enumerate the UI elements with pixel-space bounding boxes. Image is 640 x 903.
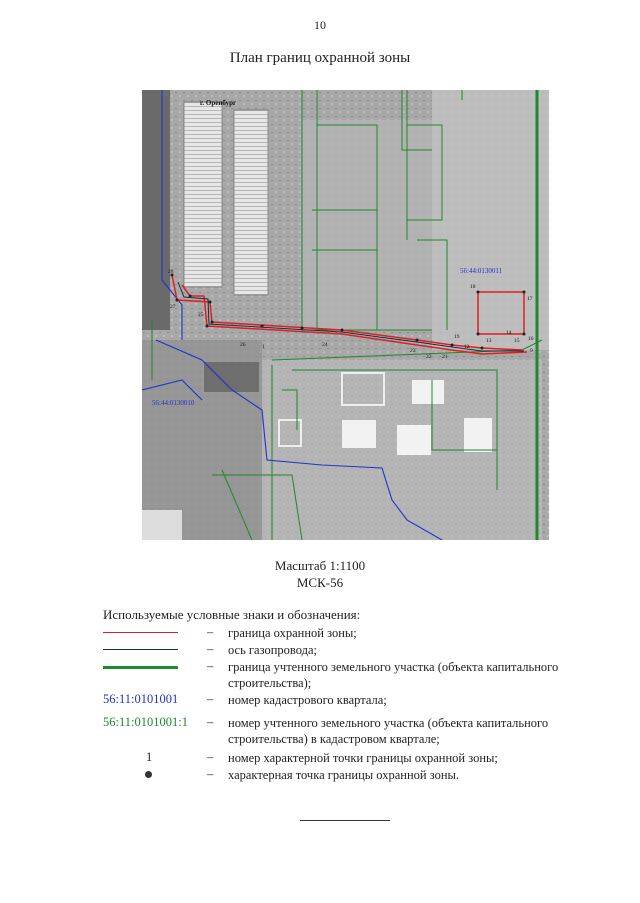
quarter-number-symbol: 56:11:0101001: [103, 692, 179, 706]
point-number: 16: [528, 336, 534, 342]
legend-dash: –: [207, 692, 214, 706]
legend-title: Используемые условные знаки и обозначения:: [103, 607, 361, 622]
city-label: г. Оренбург: [200, 99, 237, 107]
legend-description: номер учтенного земельного участка (объекта капитального строительства) в кадастровом квартале;: [228, 716, 549, 746]
legend-item-land-parcel: [103, 659, 583, 691]
legend-dash: –: [207, 715, 214, 729]
dark-line-symbol: [103, 649, 178, 650]
legend-item-parcel-number: [103, 715, 583, 747]
building: [184, 102, 222, 287]
legend-item-protection-zone: [103, 625, 583, 641]
point-number: 27: [170, 304, 176, 310]
red-line-symbol: [103, 632, 178, 633]
point-dot-icon: [145, 771, 152, 778]
parcel-number-symbol: 56:11:0101001:1: [103, 715, 188, 729]
point-number: 18: [470, 284, 476, 290]
legend-dash: –: [207, 767, 214, 781]
point-number: 12: [464, 344, 470, 350]
legend-dash: –: [207, 625, 214, 639]
legend-item-characteristic-point: [103, 767, 583, 783]
green-line-symbol: [103, 666, 178, 669]
map-scale: Масштаб 1:1100: [274, 558, 366, 573]
point-number: 14: [506, 330, 512, 336]
legend-description: граница учтенного земельного участка (объекта капитального строительства);: [228, 660, 559, 690]
cadastral-map: [142, 90, 549, 540]
building: [234, 110, 268, 295]
building: [412, 380, 444, 404]
legend-dash: –: [207, 750, 214, 764]
point-number: 17: [527, 296, 533, 302]
map-image: [142, 90, 549, 540]
point-number: 13: [486, 338, 492, 344]
legend-item-gas-pipeline: [103, 642, 583, 658]
legend-description: номер характерной точки границы охранной зоны;: [228, 751, 498, 765]
page-number: 10: [314, 18, 326, 32]
legend-dash: –: [207, 659, 214, 673]
quarter-label: 56:44:0130011: [460, 267, 503, 275]
building: [204, 362, 259, 392]
point-number-symbol: 1: [146, 750, 153, 764]
trees: [142, 90, 170, 330]
point-number: 21: [442, 354, 448, 360]
coordinate-system: МСК-56: [296, 575, 344, 590]
point-number: 23: [410, 348, 416, 354]
point-number: 28: [168, 269, 174, 275]
legend-description: характерная точка границы охранной зоны.: [228, 768, 460, 782]
legend-item-cadastral-quarter: [103, 692, 583, 708]
point-number: 24: [322, 342, 328, 348]
building: [142, 510, 182, 540]
legend-description: номер кадастрового квартала;: [228, 693, 387, 707]
point-number: 26: [240, 342, 246, 348]
point-number: 25: [198, 312, 204, 318]
building: [342, 420, 376, 448]
point-number: 19: [454, 334, 460, 340]
page-title: План границ охранной зоны: [229, 50, 411, 66]
point-number: 15: [514, 338, 520, 344]
point-number: 9: [530, 348, 533, 354]
point-number: 22: [426, 354, 432, 360]
building: [464, 418, 492, 452]
legend-description: ось газопровода;: [228, 643, 318, 657]
building: [397, 425, 431, 455]
footer-rule: [300, 820, 390, 821]
legend-dash: –: [207, 642, 214, 656]
quarter-label: 56:44:0130010: [152, 399, 195, 407]
legend-item-point-number: [103, 750, 583, 766]
legend-description: граница охранной зоны;: [228, 626, 357, 640]
point-number: 1: [262, 344, 265, 350]
